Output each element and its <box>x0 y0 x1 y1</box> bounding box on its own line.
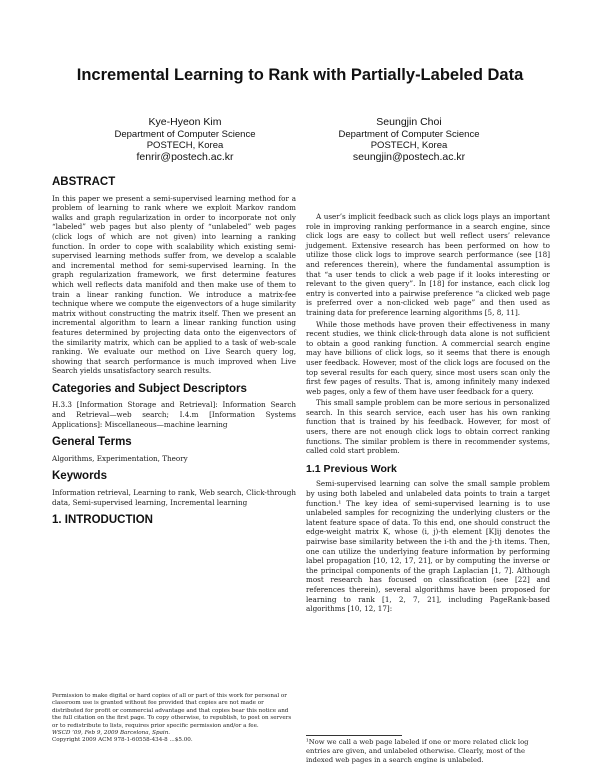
author-block-1 <box>70 116 300 163</box>
author-email: seungjin@postech.ac.kr <box>352 151 466 163</box>
left-column <box>52 178 296 532</box>
copyright-line: Copyright 2009 ACM 978-1-60558-434-8 ...$5.00. <box>52 737 193 744</box>
keywords-heading: Keywords <box>52 470 107 483</box>
categories-heading: Categories and Subject Descriptors <box>52 382 247 395</box>
general-terms-text: Algorithms, Experimentation, Theory <box>52 453 188 463</box>
permission-notice <box>52 693 296 745</box>
keywords-section <box>52 472 296 507</box>
footnote: ¹Now we call a web page labeled if one or more related click log entries are given, and unlabeled otherwise. Clearly, most of the indexed web pages in a search engine is unlabeled. <box>306 738 529 764</box>
venue-line: WSCD ’09, Feb 9, 2009 Barcelona, Spain. <box>52 730 171 737</box>
author-organization: POSTECH, Korea <box>146 140 224 151</box>
author-organization: POSTECH, Korea <box>370 140 448 151</box>
previous-work-paragraph: Semi-supervised learning can solve the small sample problem by using both labeled and unlabeled data points to train a target function.¹ The key idea of semi-supervised learning is to use unlabeled samples for recognizing the underlying clusters or the latent feature space of data. To this end, one should construct the edge-weight matrix K, whose (i, j)-th element [K]ij denotes the pairwise base similarity between the i-th and the j-th items. Then, one can utilize the underlying feature information by performing label propagation [10, 12, 17, 21], or by computing the inverse or the principal components of the graph Laplacian [1, 7]. Although most research has focused on classification (see [22] and references therein), several algorithms have been proposed for learning to rank [1, 2, 7, 21], including PageRank-based algorithms [10, 12, 17]: <box>306 479 550 614</box>
right-column <box>306 212 550 616</box>
intro-paragraph-1: A user’s implicit feedback such as click logs plays an important role in improving ranking performance in a search engine, since click logs are easy to collect but well reflect users’ relevance judgement. Extensive research has been performed on how to utilize those click logs to improve search performance (see [18] and references therein), where the fundamental assumption is that “a user tends to click a web page if it looks interesting or relevant to the given query”. In [18] for instance, each click log entry is converted into a pairwise preference “a clicked web page is preferred over a non-clicked web page” and then used as training data for preference learning algorithms [5, 8, 11]. <box>306 212 550 317</box>
keywords-text: Information retrieval, Learning to rank, Web search, Click-through data, Semi-supervised learning, Incremental learning <box>52 488 296 507</box>
author-name: Seungjin Choi <box>376 116 442 128</box>
author-email: fenrir@postech.ac.kr <box>136 151 234 163</box>
introduction-heading: 1. INTRODUCTION <box>52 514 153 527</box>
categories-text: H.3.3 [Information Storage and Retrieval]: Information Search and Retrieval—web search; I.4.m [Information Systems Applications]: Miscellaneous—machine learning <box>52 400 296 429</box>
paper-title: Incremental Learning to Rank with Partially-Labeled Data <box>76 66 524 84</box>
author-department: Department of Computer Science <box>114 129 256 140</box>
permission-text: Permission to make digital or hard copies of all or part of this work for personal or classroom use is granted without fee provided that copies are not made or distributed for profit or commercial advantage and that copies bear this notice and the full citation on the first page. To copy otherwise, to republish, to post on servers or to redistribute to lists, requires prior specific permission and/or a fee. <box>52 693 292 729</box>
author-department: Department of Computer Science <box>338 129 480 140</box>
footnote-rule <box>306 735 402 736</box>
abstract-heading: ABSTRACT <box>52 176 116 188</box>
general-terms-section <box>52 438 296 463</box>
previous-work-section <box>306 462 550 614</box>
previous-work-heading: 1.1 Previous Work <box>306 462 397 475</box>
author-block-2 <box>294 116 524 163</box>
intro-paragraph-3: This small sample problem can be more serious in personalized search. In this search service, each user has his own ranking function that is trained by his feedback. However, for most of users, there are not enough click logs to obtain correct ranking functions. The similar problem is there in recommender systems, called cold start problem. <box>306 398 550 456</box>
categories-section <box>52 382 296 429</box>
intro-paragraph-2: While those methods have proven their effectiveness in many recent studies, we think click-through data alone is not sufficient to obtain a good ranking function. A commercial search engine may have billions of click logs, so it seems that there is enough user feedback. However, most of the click logs are focused on the top several results for each query, since most users scan only the first few pages of results. That is, among infinitely many indexed web pages, only a few of them have user feedback for a query. <box>306 319 550 396</box>
abstract-text: In this paper we present a semi-supervised learning method for a problem of learning to rank where we exploit Markov random walks and graph regularization in order to incorporate not only “labeled” web pages but also plenty of “unlabeled” web pages (click logs of which are not given) into learning a ranking function. In order to cope with scalability which existing semi-supervised learning methods suffer from, we develop a scalable and incremental method for semi-supervised learning. In the graph regularization framework, we first determine features which well reflects data manifold and then make use of them to train a linear ranking function. We introduce a matrix-fee technique where we compute the eigenvectors of a huge similarity matrix without constructing the matrix itself. Then we present an incremental algorithm to learn a linear ranking function using features determined by projecting data onto the eigenvectors of the similarity matrix, which can be applied to a task of web-scale ranking. We evaluate our method on Live Search query log, showing that search performance is much improved when Live Search yields unsatisfactory search results. <box>52 193 296 376</box>
introduction-section <box>52 516 296 526</box>
author-name: Kye-Hyeon Kim <box>148 116 222 128</box>
general-terms-heading: General Terms <box>52 436 132 449</box>
